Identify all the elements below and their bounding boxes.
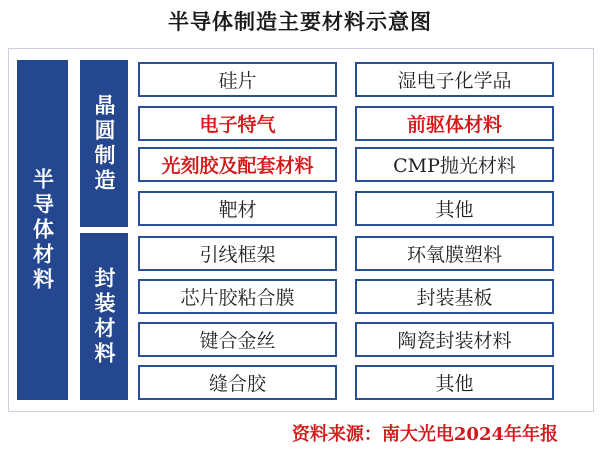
group-label-wafer: 晶圆制造	[92, 93, 117, 194]
material-cell: 引线框架	[138, 236, 337, 271]
main-category-bar	[17, 60, 68, 400]
material-cell: 键合金丝	[138, 322, 337, 357]
material-cell: 其他	[355, 365, 554, 400]
material-cell: 硅片	[138, 62, 337, 97]
material-cell: 光刻胶及配套材料	[138, 147, 337, 182]
material-cell: 陶瓷封装材料	[355, 322, 554, 357]
material-cell: 环氧膜塑料	[355, 236, 554, 271]
material-cell: 缝合胶	[138, 365, 337, 400]
material-cell: 湿电子化学品	[355, 62, 554, 97]
diagram-title: 半导体制造主要材料示意图	[168, 9, 432, 34]
material-cell: 前驱体材料	[355, 106, 554, 141]
material-cell: 芯片胶粘合膜	[138, 279, 337, 314]
group-bar-packaging	[80, 233, 128, 400]
material-cell: 其他	[355, 191, 554, 226]
source-note: 资料来源：南大光电2024年年报	[291, 424, 558, 445]
group-bar-wafer	[80, 60, 128, 227]
main-category-label: 半导体材料	[30, 167, 56, 293]
material-cell: 封装基板	[355, 279, 554, 314]
material-cell: 靶材	[138, 191, 337, 226]
group-label-packaging: 封装材料	[92, 266, 117, 367]
material-cell: 电子特气	[138, 106, 337, 141]
material-cell: CMP抛光材料	[355, 147, 554, 182]
